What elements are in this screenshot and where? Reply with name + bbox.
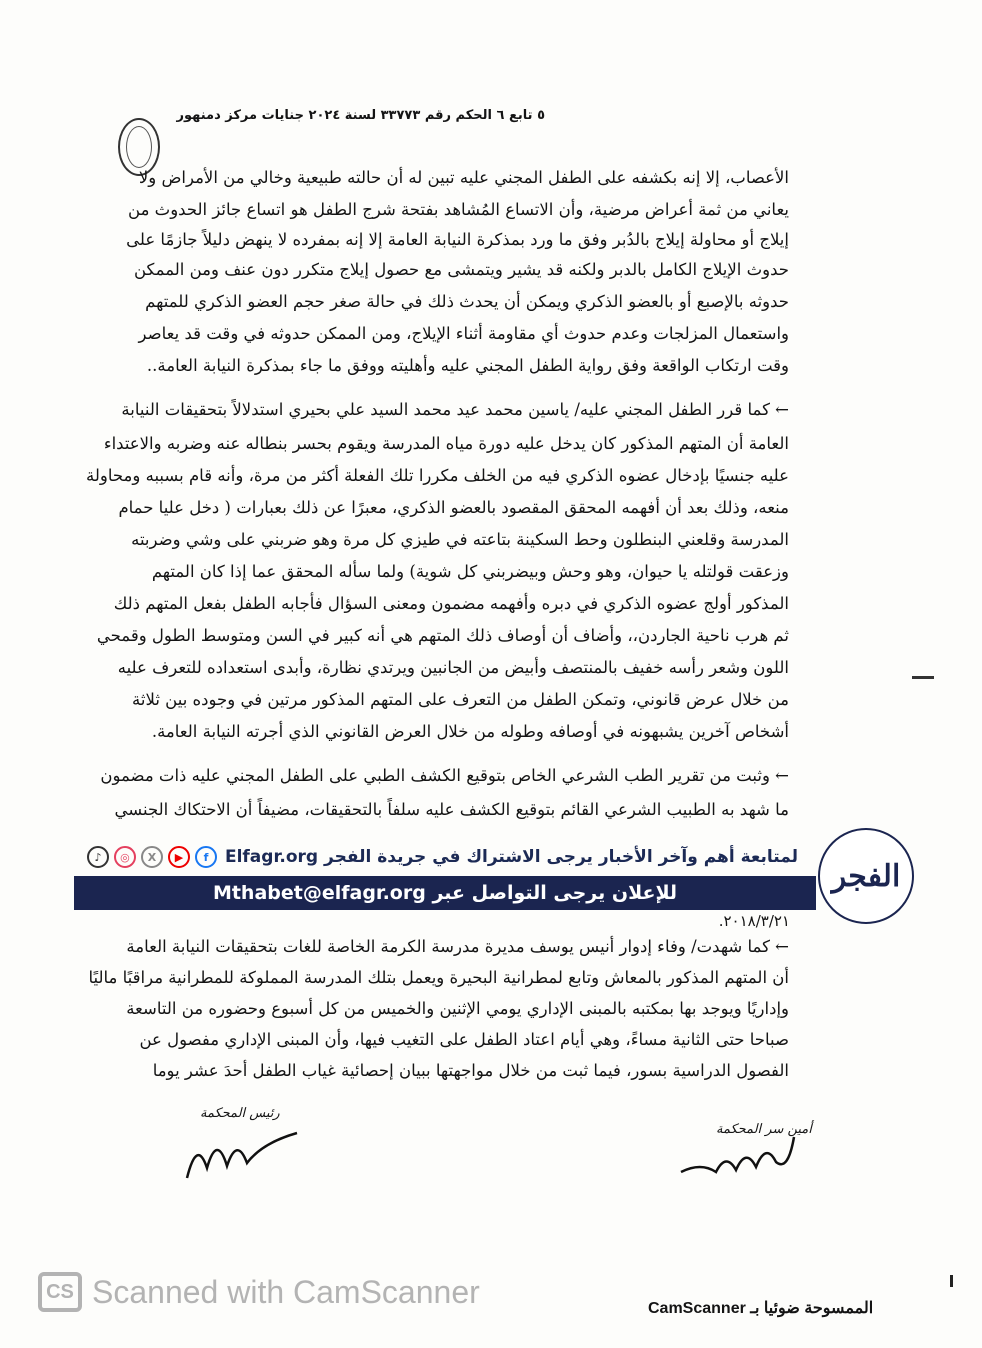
youtube-icon[interactable]: ▶	[168, 846, 190, 868]
scan-mark	[950, 1275, 953, 1287]
text-line: المذكور أولج عضوه الذكري في دبره وأفهمه مضمون ومعنى السؤال فأجابه الطفل بفعل المتهم ذلك	[113, 594, 789, 613]
elfagr-follow-banner	[78, 838, 798, 876]
social-icons	[87, 846, 217, 868]
text-line: حدوثه بالإصبع أو بالعضو الذكري ويمكن أن يحدث ذلك في حالة صغر حجم العضو الذكري للمتهم	[145, 292, 789, 311]
facebook-icon[interactable]: f	[195, 846, 217, 868]
text-line: ← وثبت من تقرير الطب الشرعي الخاص بتوقيع الكشف الطبي على الطفل المجني عليه ذات مضمون	[100, 766, 789, 785]
text-line: المدرسة وقلعني البنطلون وحط السكينة بتاعته في طيزي كل مرة وهو ضربني على وشي وضربته	[131, 530, 789, 549]
text-line: العامة أن المتهم المذكور كان يدخل عليه دورة مياه المدرسة ويقوم بحسر بنطاله عنه وضربه والاعتداء	[103, 434, 789, 453]
text-line: ثم هرب ناحية الجاردن،، وأضاف أن أوصاف ذلك المتهم هي أنه كبير في السن ومتوسط الطول وقمحي	[96, 626, 789, 645]
advertising-contact-banner: للإعلان يرجى التواصل عبر Mthabet@elfagr.org	[74, 876, 816, 910]
clerk-signature-label: أمين سر المحكمة	[716, 1122, 812, 1137]
elfagr-logo: الفجر	[818, 828, 914, 924]
clerk-signature-icon	[676, 1132, 798, 1180]
text-line: إيلاج أو محاولة إيلاج بالدُبر وفق ما ورد بمذكرة النيابة العامة إلا إنه بمفرده لا ينهض دليلاً جازمًا على	[126, 230, 789, 249]
text-line: أن المتهم المذكور بالمعاش وتابع لمطرانية البحيرة ويعمل بتلك المدرسة المملوكة للمطرانية مراقبًا ماليًا	[88, 968, 789, 987]
text-line: من خلال عرض قانوني، وتمكن الطفل من التعرف على المتهم المذكور مرتين في وجوده بين ثلاثة	[132, 690, 789, 709]
page-header-reference: ٥ تابع ٦ الحكم رقم ٣٣٧٧٣ لسنة ٢٠٢٤ جنايات مركز دمنهور	[176, 108, 545, 123]
camscanner-logo-icon: CS	[38, 1272, 82, 1312]
text-line: وزعقت قولتله يا حيوان، وهو وحش وبيضربني كل شوية) ولما سأله المحقق عما إذا كان المتهم	[151, 562, 789, 581]
text-line: يعاني من ثمة أعراض مرضية، وأن الاتساع المُشاهد بفتحة شرج الطفل هو اتساع جائز الحدوث من	[128, 200, 789, 219]
camscanner-watermark	[38, 1272, 480, 1312]
text-line: ← كما شهدت/ وفاء إدوار أنيس يوسف مديرة مدرسة الكرمة الخاصة للغات بتحقيقات النيابة العامة	[126, 937, 789, 956]
follow-text: لمتابعة أهم وآخر الأخبار يرجى الاشتراك في جريدة الفجر Elfagr.org	[224, 847, 798, 867]
tiktok-icon[interactable]: ♪	[87, 846, 109, 868]
date-line: ٢٠١٨/٣/٢١.	[718, 912, 790, 930]
text-line: واستعمال المزلجات وعدم حدوث أي مقاومة أثناء الإيلاج، ومن الممكن حدوثه في وقت قد يعاصر	[138, 324, 789, 343]
text-line: وقت ارتكاب الواقعة وفق رواية الطفل المجني عليه وأهليته ووفق ما جاء بمذكرة النيابة العامة..	[146, 356, 789, 375]
text-line: اللون وشعر رأسه خفيف بالمنتصف وأبيض من الجانبين ويرتدي نظارة، وأبدى استعداده للتعرف عليه	[117, 658, 789, 677]
text-line: ← كما قرر الطفل المجني عليه/ ياسين محمد عيد محمد السيد علي بحيري استدلالاً بتحقيقات النيابة	[121, 400, 789, 419]
text-line: الفصول الدراسية بسور، فيما ثبت من خلال مواجهتها ببيان إحصائية غياب الطفل أحدَ عشر يوما	[152, 1061, 789, 1080]
judge-signature-label: رئيس المحكمة	[200, 1106, 280, 1121]
text-line: أشخاص آخرين يشبهونه في أوصافه وطوله من خلال العرض القانوني الذي أجرته النيابة العامة.	[151, 722, 789, 741]
text-line: حدوث الإيلاج الكامل بالدبر ولكنه قد يشير ويتمشى مع حصول إيلاج متكرر دون عنف ومن الممكن	[133, 260, 789, 279]
text-line: صباحا حتى الثانية مساءً، وهي أيام اعتاد الطفل على التغيب فيها، وأن المبنى الإداري مفصول عن	[139, 1030, 789, 1049]
text-line: ما شهد به الطبيب الشرعي القائم بتوقيع الكشف عليه سلفاً بالتحقيقات، مضيفاً أن الاحتكاك الجنسي	[114, 800, 789, 819]
instagram-icon[interactable]: ◎	[114, 846, 136, 868]
camscanner-text: Scanned with CamScanner	[92, 1273, 480, 1310]
text-line: منعه، وذلك بعد أن أفهمه المحقق المقصود بالعضو الذكري، معبرًا عن ذلك بعبارات ( دخل عليا حمام	[118, 498, 789, 517]
x-icon[interactable]: X	[141, 846, 163, 868]
text-line: عليه جنسيًا بإدخال عضوه الذكري فيه من الخلف مكررا تلك الفعلة أكثر من مرة، وأنه قام بسببه ومحاولة	[86, 466, 789, 485]
scan-mark	[912, 676, 934, 679]
text-line: وإداريًا ويوجد بها بمكتبه بالمبنى الإداري يومي الإثنين والخميس من كل أسبوع وحضوره من التاسعة	[126, 999, 789, 1018]
judge-signature-icon	[182, 1128, 302, 1183]
text-line: الأعصاب، إلا إنه بكشفه على الطفل المجني عليه تبين له أن حالته طبيعية وخالي من الأمراض ولا	[138, 168, 789, 187]
camscanner-arabic-text: الممسوحة ضوئيا بـ CamScanner	[648, 1300, 874, 1317]
